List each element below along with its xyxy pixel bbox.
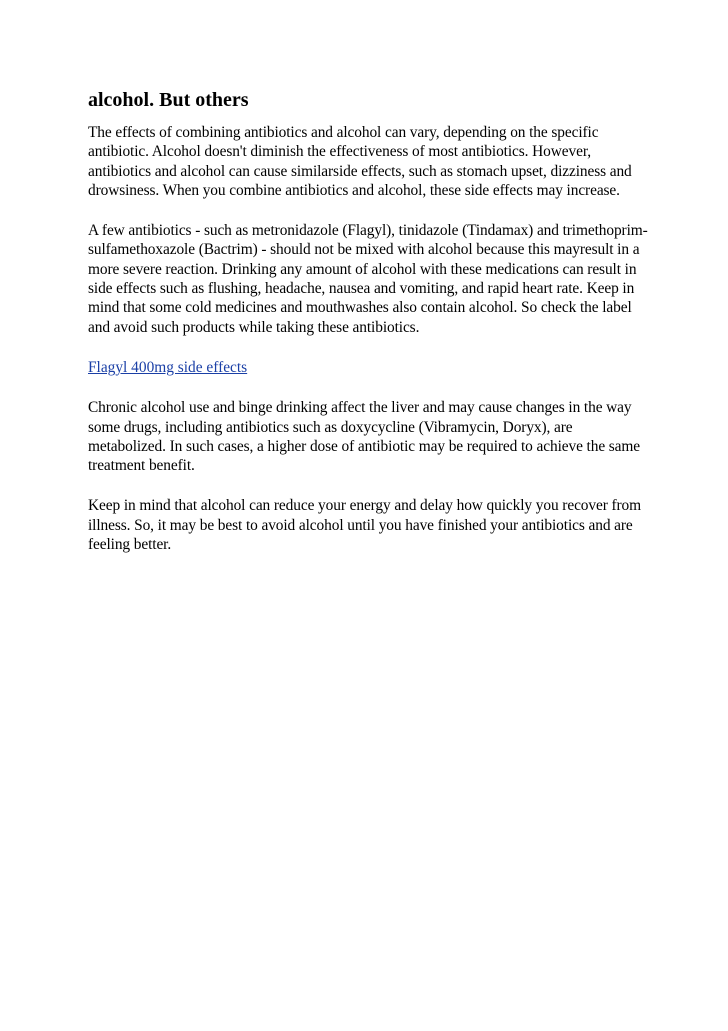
paragraph-antibiotics-effects: The effects of combining antibiotics and alcohol can vary, depending on the specific antibiotic. Alcohol doesn't diminish the effectiveness of most antibiotics. However, antibiotics and alcohol can cause similarside effects, such as stomach upset, dizziness and drowsiness. When you combine antibiotics and alcohol, these side effects may increase. — [88, 124, 632, 199]
paragraph-recovery: Keep in mind that alcohol can reduce your energy and delay how quickly you recover from illness. So, it may be best to avoid alcohol until you have finished your antibiotics and are feeling better. — [88, 497, 642, 554]
document-page — [88, 88, 648, 575]
link-paragraph — [88, 358, 648, 377]
paragraph-antibiotics-warning: A few antibiotics - such as metronidazole (Flagyl), tinidazole (Tindamax) and trimethoprim-sulfamethoxazole (Bactrim) - should not be mixed with alcohol because this mayresult in a more severe reaction. Drinking any amount of alcohol with these medications can result in side effects such as flushing, headache, nausea and vomiting, and rapid heart rate. Keep in mind that some cold medicines and mouthwashes also contain alcohol. So check the label and avoid such products while taking these antibiotics. — [88, 222, 648, 336]
flagyl-side-effects-link[interactable]: Flagyl 400mg side effects — [88, 358, 248, 376]
paragraph-chronic-alcohol: Chronic alcohol use and binge drinking affect the liver and may cause changes in the way some drugs, including antibiotics such as doxycycline (Vibramycin, Doryx), are metabolized. In such cases, a higher dose of antibiotic may be required to achieve the same treatment benefit. — [88, 399, 641, 475]
document-title: alcohol. But others — [88, 89, 249, 111]
